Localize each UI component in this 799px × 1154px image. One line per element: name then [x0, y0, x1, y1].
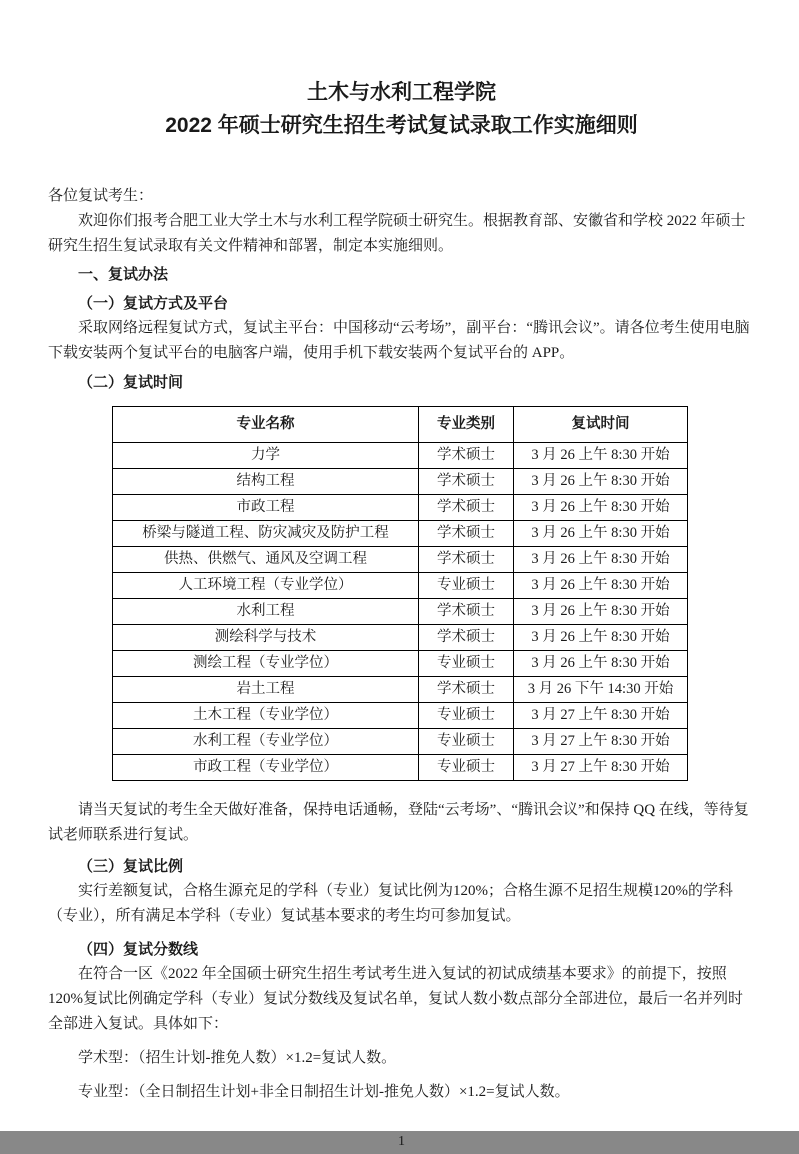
header-major-category: 专业类别 — [419, 407, 514, 443]
cell-major-name: 桥梁与隧道工程、防灾减灾及防护工程 — [113, 521, 419, 547]
intro-paragraph: 欢迎你们报考合肥工业大学土木与水利工程学院硕士研究生。根据教育部、安徽省和学校 2022 年硕士研究生招生复试录取有关文件精神和部署，制定本实施细则。 — [48, 213, 746, 254]
section-1-4-heading: （四）复试分数线 — [78, 941, 199, 958]
page-title-line2: 2022 年硕士研究生招生考试复试录取工作实施细则 — [165, 114, 638, 137]
table-row — [113, 495, 688, 521]
professional-formula: 专业型：（全日制招生计划+非全日制招生计划-推免人数）×1.2=复试人数。 — [78, 1084, 570, 1100]
page-number: 1 — [398, 1134, 405, 1149]
cell-major-name: 岩土工程 — [113, 677, 419, 703]
table-row — [113, 469, 688, 495]
cell-interview-time: 3 月 27 上午 8:30 开始 — [514, 729, 688, 755]
cell-interview-time: 3 月 26 上午 8:30 开始 — [514, 599, 688, 625]
cell-interview-time: 3 月 26 上午 8:30 开始 — [514, 573, 688, 599]
section-1-3-paragraph: 实行差额复试，合格生源充足的学科（专业）复试比例为120%；合格生源不足招生规模120%的学科（专业），所有满足本学科（专业）复试基本要求的考生均可参加复试。 — [48, 883, 733, 924]
schedule-table-body — [113, 443, 688, 781]
cell-interview-time: 3 月 26 下午 14:30 开始 — [514, 677, 688, 703]
cell-major-name: 水利工程 — [113, 599, 419, 625]
cell-major-category: 学术硕士 — [419, 625, 514, 651]
title-block — [48, 76, 755, 142]
cell-major-name: 测绘科学与技术 — [113, 625, 419, 651]
cell-major-category: 学术硕士 — [419, 495, 514, 521]
cell-interview-time: 3 月 26 上午 8:30 开始 — [514, 443, 688, 469]
page-title-line1: 土木与水利工程学院 — [307, 81, 496, 104]
cell-major-category: 学术硕士 — [419, 469, 514, 495]
table-row — [113, 521, 688, 547]
salutation: 各位复试考生： — [48, 188, 154, 204]
academic-formula: 学术型：（招生计划-推免人数）×1.2=复试人数。 — [78, 1050, 397, 1066]
cell-major-category: 学术硕士 — [419, 443, 514, 469]
section-1-4-paragraph: 在符合一区《2022 年全国硕士研究生招生考试考生进入复试的初试成绩基本要求》的前提下，按照120%复试比例确定学科（专业）复试分数线及复试名单，复试人数小数点部分全部进位，最后一名并列时全部进入复试。具体如下： — [48, 966, 743, 1032]
cell-major-name: 供热、供燃气、通风及空调工程 — [113, 547, 419, 573]
table-row — [113, 573, 688, 599]
cell-major-category: 学术硕士 — [419, 521, 514, 547]
table-row — [113, 547, 688, 573]
table-row — [113, 729, 688, 755]
section-1-3-heading: （三）复试比例 — [78, 858, 184, 875]
cell-interview-time: 3 月 26 上午 8:30 开始 — [514, 521, 688, 547]
header-interview-time: 复试时间 — [514, 407, 688, 443]
cell-major-name: 人工环境工程（专业学位） — [113, 573, 419, 599]
cell-major-category: 专业硕士 — [419, 755, 514, 781]
table-row — [113, 755, 688, 781]
cell-interview-time: 3 月 27 上午 8:30 开始 — [514, 755, 688, 781]
table-row — [113, 651, 688, 677]
cell-interview-time: 3 月 27 上午 8:30 开始 — [514, 703, 688, 729]
cell-major-category: 专业硕士 — [419, 573, 514, 599]
cell-major-name: 市政工程 — [113, 495, 419, 521]
cell-major-category: 专业硕士 — [419, 651, 514, 677]
table-row — [113, 703, 688, 729]
header-major-name: 专业名称 — [113, 407, 419, 443]
table-row — [113, 677, 688, 703]
cell-major-name: 力学 — [113, 443, 419, 469]
table-row — [113, 443, 688, 469]
cell-major-category: 学术硕士 — [419, 547, 514, 573]
cell-major-category: 学术硕士 — [419, 599, 514, 625]
schedule-table — [112, 406, 688, 781]
cell-major-name: 市政工程（专业学位） — [113, 755, 419, 781]
table-row — [113, 599, 688, 625]
cell-major-name: 测绘工程（专业学位） — [113, 651, 419, 677]
section-1-heading: 一、复试办法 — [78, 266, 169, 283]
cell-interview-time: 3 月 26 上午 8:30 开始 — [514, 625, 688, 651]
cell-major-category: 专业硕士 — [419, 703, 514, 729]
cell-major-name: 水利工程（专业学位） — [113, 729, 419, 755]
schedule-table-header-row — [113, 407, 688, 443]
section-1-1-heading: （一）复试方式及平台 — [78, 295, 229, 312]
cell-major-name: 土木工程（专业学位） — [113, 703, 419, 729]
cell-major-category: 专业硕士 — [419, 729, 514, 755]
section-1-2-heading: （二）复试时间 — [78, 374, 184, 391]
cell-interview-time: 3 月 26 上午 8:30 开始 — [514, 469, 688, 495]
cell-interview-time: 3 月 26 上午 8:30 开始 — [514, 495, 688, 521]
table-row — [113, 625, 688, 651]
post-table-paragraph: 请当天复试的考生全天做好准备，保持电话通畅，登陆“云考场”、“腾讯会议”和保持 QQ 在线，等待复试老师联系进行复试。 — [48, 802, 749, 843]
cell-major-category: 学术硕士 — [419, 677, 514, 703]
cell-interview-time: 3 月 26 上午 8:30 开始 — [514, 547, 688, 573]
section-1-1-paragraph: 采取网络远程复试方式，复试主平台：中国移动“云考场”，副平台：“腾讯会议”。请各位考生使用电脑下载安装两个复试平台的电脑客户端，使用手机下载安装两个复试平台的 APP。 — [48, 320, 750, 361]
cell-interview-time: 3 月 26 上午 8:30 开始 — [514, 651, 688, 677]
cell-major-name: 结构工程 — [113, 469, 419, 495]
